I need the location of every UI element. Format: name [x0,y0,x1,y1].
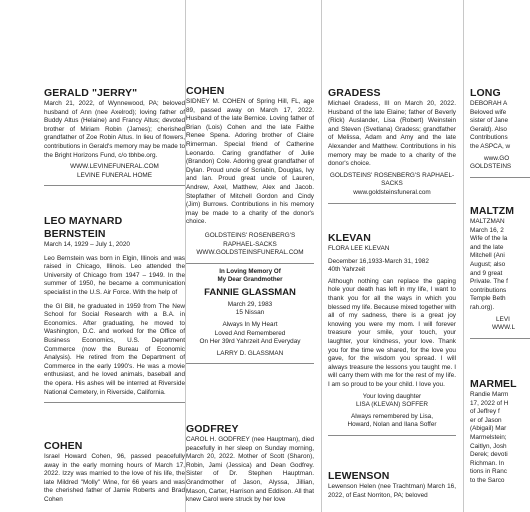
obituary-subtitle: FLORA LEE KLEVAN [328,245,390,252]
obituary-line: Randie Marm [470,391,509,398]
obituary-line: August; also [470,260,506,268]
obituary-name: COHEN [186,85,225,97]
divider [470,177,530,178]
obituary-line: sister of Jane [470,117,509,125]
obituary-name: LEWENSON [328,470,390,482]
memorial-line: Always In My Heart [222,321,278,328]
obituary-lewenson [328,470,456,500]
obituary-text: SIDNEY M. COHEN of Spring Hill, FL, age 89, passed away on March 17, 2022. Husband of the late Bernice. Loving father of Brian (Lois) Cohen and the late Faithe Renee Spena. Adoring brother of Claire Rimerman. Special friend of Catherine Leonardo. Caring grandfather of Julie (Brandon) Cole. Adoring great grandfather of Dylan. Proud uncle of Scriabin, Douglas, Ivy and Ian. Proud great uncle of Lauren, Andrew, Axel, Matthew, Alex and Jacob. Stepfather of Mitchell Gordon and Cindy (Jim) Burrows. Contributions in his memory may be made to a charity of the donor's choice. [186,98,314,226]
obituary-name: MARMEL [470,378,517,390]
memorial-glassman [186,268,314,369]
memorial-date: March 29, 1983 [227,300,273,308]
obituary-text: Although nothing can replace the gaping hole your death has left in my life, I want to thank you for all the ways in which you blessed my life. Because mixed together with all of my sadness, there is a great joy knowing you were my mom. I will forever treasure your smile, your touch, your laughter, your kindness, your love. Thank you for the time we shared, for the love you gave, for the wisdom you spread. I will always treasure the lessons you taught me. I will carry them with me for the rest of my life. I am so proud to be your child. I love you. [328,277,456,388]
obituary-line: Mitchell (Ani [470,252,505,260]
obituary-godfrey [186,423,314,505]
funeral-home-name-2: RAPHAEL-SACKS [223,240,277,248]
obituary-name: MALTZM [470,205,515,217]
funeral-home-web[interactable]: WWW.LEVINEFUNERAL.COM [70,163,159,171]
obituary-text: Lewenson Helen (nee Trachtman) March 16, 2022, of East Norriton, PA; beloved [328,483,456,499]
divider [44,185,185,186]
obituary-text: Israel Howard Cohen, 96, passed peacefully away in the early morning hours of March 17, 2022. Izzy was married to the love of his life, the late Mildred "Molly" Wine, for 66 years and was the cherished father of Jamie Roberts and Brad Cohen [44,453,185,503]
column-divider [321,0,322,512]
signature-line: Always remembered by Lisa, [350,412,434,420]
obituary-text: Michael Gradess, III on March 20, 2022. Husband of the late Elaine; father of Beverly (Rick) Auslander, Lisa (Robert) Weinstein and Steven (Svetlana) Gradess; grandfather of Melissa, Adam and Amy and the late Alexander and Matthew. Contributions in his memory may be made to a charity of the donor's choice. [328,100,456,168]
obituary-dates: March 14, 1929 – July 1, 2020 [44,241,130,248]
funeral-home-name: LEVI [496,315,510,323]
obituary-line: (Abigail) Mar [470,425,507,433]
column-3 [328,0,456,512]
signature-line: LISA (KLEVAN) SOFFER [356,401,428,409]
obituary-line: and 9 great [470,269,503,277]
obituary-text: March 21, 2022, of Wynnewood, PA; beloved husband of Ann (nee Axelrod); loving father of Buddy Altus (Helaine) and Francy Altus; devoted brother of Miriam Robin (James); cherished grandfather of Zoe Robin Altus. In lieu of flowers, contributions in Gerald's memory may be made to the Bright Horizons Fund, c/o tbhbe.org. [44,100,185,159]
obituary-name: GERALD "JERRY" [44,87,138,99]
obituary-text-1: Leo Bernstein was born in Elgin, Illinois and was raised in Chicago, Illinois. Leo attended the University of Chicago from 1947 – 1949. In the summer of 1950, he became a communication specialist in the U.S. Air Force. With the help of [44,254,185,296]
memorial-line: On Her 39rd Yahrzeit And Everyday [199,338,301,346]
memorial-hebrew-date: 15 Nissan [235,309,265,317]
funeral-home-name: GOLDSTEINS' ROSENBERG'S [204,231,296,239]
obituary-maltzman [470,205,530,344]
obituary-name: GODFREY [186,423,239,435]
obituary-line: Private. The f [470,278,508,286]
funeral-home-name: GOLDSTEINS' ROSENBERG'S RAPHAEL- [329,171,455,179]
memorial-name: FANNIE GLASSMAN [204,286,296,298]
obituary-name: GRADESS [328,87,381,99]
obituary-line: March 16, 2 [470,226,504,234]
divider [328,435,456,436]
obituary-line: to the Sarco [470,476,505,484]
obituary-line: Contributions [470,134,508,142]
column-1 [44,0,185,512]
obituary-name: KLEVAN [328,232,371,244]
obituary-name: LEO MAYNARD BERNSTEIN [44,215,123,240]
obituary-line: of Jeffrey f [470,408,500,416]
obituary-line: tions in Ranc [470,468,507,476]
obituary-line: the ASPCA, w [470,142,511,150]
obituary-cohen-sidney [186,85,314,269]
funeral-home-name: LEVINE FUNERAL HOME [76,171,153,179]
obituary-gradess [328,87,456,209]
obituary-line: rah.org). [470,303,495,311]
obituary-line: Richman. In [470,459,505,467]
obituary-line: Temple Beth [470,295,506,303]
funeral-home-web[interactable]: www.goldsteinsfuneral.com [353,188,431,196]
signature-line: Howard, Nolan and Ilana Soffer [347,421,437,429]
funeral-home-web[interactable]: WWW.L [492,324,516,332]
divider [44,402,185,403]
obituary-yahrzeit: 40th Yahrzeit [328,266,366,274]
funeral-home-web[interactable]: WWW.GOLDSTEINSFUNERAL.COM [196,249,304,257]
obituary-marmel [470,378,530,486]
obituary-line: Wife of the la [470,235,508,243]
memorial-label-2: My Dear Grandmother [217,276,283,284]
obituary-line: Marmelstein; [470,433,507,441]
obituary-name: LONG [470,87,501,99]
obituary-leo [44,215,185,408]
obituary-line: er of Jason [470,416,502,424]
obituary-text: CAROL H. GODFREY (nee Hauptman), died peacefully in her sleep on Sunday morning, March 20, 2022. Mother of Scott (Sharon), Robin, Jami (Jessica) and Dean Godfrey. Sister of Dr. Stephen Hauptman. Grandmother of Jason, Alyssa, Jillian, Mason, Carter, Harrison and Eddison. All that knew Carol were struck by her love [186,436,314,504]
memorial-line: Loved And Remembered [214,329,286,337]
column-divider [463,0,464,512]
obituary-long [470,87,530,183]
obituary-line: Gerald). Also [470,125,507,133]
divider [186,263,314,264]
obituary-text-2: the GI Bill, he graduated in 1959 from The New School for Social Research with a B.A. in Economics. After graduating, he moved to Washington, D.C. and worked for the Office of Business Economics, U.S. Department Commerce (now the Bureau of Economic Analysis). He retired from the Department of Commerce in the early 1990's. He was a movie enthusiast, and he loved animals, baseball and the opera. His ashes will be interred at Riverside National Cemetery, in Riverside, California. [44,302,185,396]
obituary-dates: December 16,1933-March 31, 1982 [328,257,429,265]
obituary-line: contributions [470,286,507,294]
obituary-cohen-israel [44,440,185,505]
obituary-line: and the late [470,243,504,251]
divider [186,363,314,364]
funeral-home-name-2: SACKS [381,180,403,188]
funeral-home-web[interactable]: www.GO [484,154,510,162]
memorial-label: In Loving Memory Of [219,268,281,275]
obituary-gerald [44,87,185,191]
obituary-name: COHEN [44,440,83,452]
obituary-line: MALTZMAN [470,218,505,225]
obituary-line: 17, 2022 of H [470,399,509,407]
column-2 [186,0,314,512]
obituary-line: Caitlyn, Josh [470,442,507,450]
divider [470,338,530,339]
column-4 [470,0,530,512]
divider [328,203,456,204]
signature-line: Your loving daughter [362,392,422,400]
obituary-klevan [328,232,456,441]
funeral-home-name: GOLDSTEINS [470,163,512,171]
memorial-signed: LARRY D. GLASSMAN [216,349,284,357]
obituary-line: Derek; devoti [470,451,508,459]
obituary-line: DEBORAH A [470,100,508,107]
obituary-line: Beloved wife [470,108,507,116]
